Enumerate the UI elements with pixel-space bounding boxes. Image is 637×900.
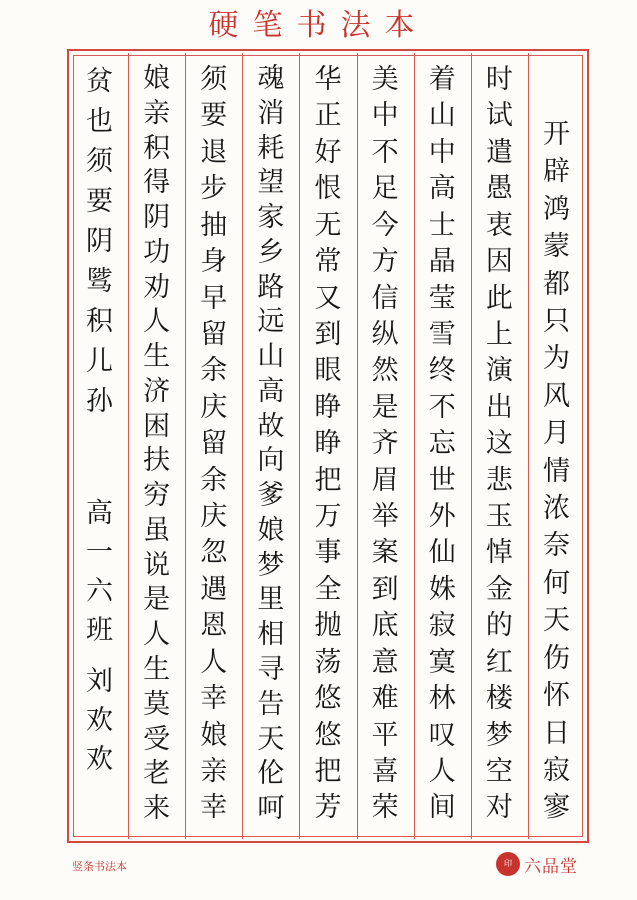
character: 人 xyxy=(143,619,171,651)
character: 都 xyxy=(542,268,570,300)
character: 纵 xyxy=(371,318,399,350)
character: 方 xyxy=(371,246,399,278)
text-column xyxy=(476,62,522,827)
character: 悼 xyxy=(485,537,513,569)
character: 上 xyxy=(485,318,513,350)
character: 楼 xyxy=(485,683,513,715)
character: 向 xyxy=(257,445,285,477)
character: 人 xyxy=(143,306,171,338)
character: 中 xyxy=(428,136,456,168)
character: 抛 xyxy=(314,610,342,642)
character: 娘 xyxy=(143,63,171,94)
character: 高 xyxy=(257,375,285,407)
signature-spacer xyxy=(77,650,123,662)
character: 莹 xyxy=(428,282,456,314)
text-column xyxy=(248,62,294,827)
character: 受 xyxy=(143,723,171,755)
signature xyxy=(77,494,123,779)
character: 风 xyxy=(542,380,570,412)
character: 足 xyxy=(371,173,399,205)
character: 试 xyxy=(485,100,513,132)
character: 美 xyxy=(371,64,399,95)
character: 好 xyxy=(314,136,342,168)
character: 不 xyxy=(428,391,456,423)
character: 恨 xyxy=(314,173,342,205)
text-column xyxy=(419,62,465,827)
character: 悠 xyxy=(314,719,342,751)
character: 留 xyxy=(200,318,228,350)
character: 山 xyxy=(428,100,456,132)
character: 月 xyxy=(542,418,570,450)
character: 功 xyxy=(143,236,171,268)
character: 魂 xyxy=(257,63,285,94)
footer-label: 竖条书法本 xyxy=(72,860,127,873)
character: 悲 xyxy=(485,464,513,496)
character: 到 xyxy=(314,318,342,350)
character: 须 xyxy=(200,64,228,95)
column-rule xyxy=(528,53,529,839)
character: 远 xyxy=(257,306,285,338)
seal-icon: 印 xyxy=(496,852,520,876)
character: 喜 xyxy=(371,756,399,788)
character: 天 xyxy=(542,605,570,637)
text-column xyxy=(134,62,180,827)
character: 故 xyxy=(257,410,285,442)
character: 愚 xyxy=(485,173,513,205)
character: 积 xyxy=(86,306,114,337)
character: 演 xyxy=(485,355,513,387)
character: 案 xyxy=(371,537,399,569)
character: 中 xyxy=(371,100,399,132)
character: 爹 xyxy=(257,480,285,512)
character: 乡 xyxy=(257,236,285,268)
character: 寻 xyxy=(257,654,285,686)
brand-logo xyxy=(496,850,578,878)
character: 蒙 xyxy=(542,231,570,263)
character: 庆 xyxy=(200,391,228,423)
text-column xyxy=(77,62,123,422)
character: 梦 xyxy=(485,719,513,751)
signature-class-char: 六 xyxy=(86,576,114,607)
character: 因 xyxy=(485,246,513,278)
character: 金 xyxy=(485,573,513,605)
character: 仙 xyxy=(428,537,456,569)
character: 终 xyxy=(428,355,456,387)
signature-author-char: 刘 xyxy=(86,666,114,697)
character: 眼 xyxy=(314,355,342,387)
character: 浓 xyxy=(542,493,570,525)
character: 士 xyxy=(428,209,456,241)
character: 底 xyxy=(371,610,399,642)
character: 荣 xyxy=(371,792,399,824)
character: 遣 xyxy=(485,136,513,168)
column-rule xyxy=(414,53,415,839)
character: 的 xyxy=(485,610,513,642)
character: 荡 xyxy=(314,646,342,678)
character: 为 xyxy=(542,343,570,375)
character: 意 xyxy=(371,646,399,678)
signature-class-char: 班 xyxy=(86,615,114,646)
character: 亲 xyxy=(200,756,228,788)
character: 芳 xyxy=(314,792,342,824)
character: 家 xyxy=(257,202,285,234)
character: 林 xyxy=(428,683,456,715)
signature-author-char: 欢 xyxy=(86,705,114,736)
character: 对 xyxy=(485,792,513,824)
character: 人 xyxy=(428,756,456,788)
character: 信 xyxy=(371,282,399,314)
character: 老 xyxy=(143,758,171,790)
brand-name: 六品堂 xyxy=(524,856,578,877)
character: 只 xyxy=(542,306,570,338)
character: 孙 xyxy=(86,386,114,417)
character: 怀 xyxy=(542,680,570,712)
character: 忘 xyxy=(428,428,456,460)
character: 也 xyxy=(86,106,114,137)
character: 悠 xyxy=(314,683,342,715)
character: 济 xyxy=(143,375,171,407)
character: 身 xyxy=(200,246,228,278)
character: 遇 xyxy=(200,573,228,605)
character: 难 xyxy=(371,683,399,715)
character: 恩 xyxy=(200,610,228,642)
signature-class-char: 一 xyxy=(86,537,114,568)
character: 全 xyxy=(314,573,342,605)
character: 伤 xyxy=(542,642,570,674)
character: 要 xyxy=(200,100,228,132)
character: 庆 xyxy=(200,501,228,533)
character: 睁 xyxy=(314,428,342,460)
character: 留 xyxy=(200,428,228,460)
character: 梦 xyxy=(257,549,285,581)
character: 华 xyxy=(314,64,342,95)
character: 何 xyxy=(542,567,570,599)
character: 玉 xyxy=(485,501,513,533)
column-rule xyxy=(299,53,300,839)
character: 望 xyxy=(257,167,285,199)
character: 时 xyxy=(485,64,513,95)
character: 雪 xyxy=(428,318,456,350)
character: 常 xyxy=(314,246,342,278)
character: 到 xyxy=(371,573,399,605)
character: 姝 xyxy=(428,573,456,605)
character: 正 xyxy=(314,100,342,132)
text-column xyxy=(533,116,579,827)
character: 无 xyxy=(314,209,342,241)
character: 幸 xyxy=(200,683,228,715)
character: 呵 xyxy=(257,793,285,825)
character: 骘 xyxy=(86,266,114,297)
character: 眉 xyxy=(371,464,399,496)
column-rule xyxy=(357,53,358,839)
character: 衷 xyxy=(485,209,513,241)
character: 平 xyxy=(371,719,399,751)
character: 叹 xyxy=(428,719,456,751)
character: 空 xyxy=(485,756,513,788)
signature-author-char: 欢 xyxy=(86,744,114,775)
character: 儿 xyxy=(86,346,114,377)
character: 来 xyxy=(143,793,171,825)
character: 余 xyxy=(200,355,228,387)
character: 寥 xyxy=(542,792,570,824)
character: 人 xyxy=(200,646,228,678)
character: 然 xyxy=(371,355,399,387)
character: 娘 xyxy=(200,719,228,751)
character: 晶 xyxy=(428,246,456,278)
character: 把 xyxy=(314,464,342,496)
character: 是 xyxy=(143,584,171,616)
character: 把 xyxy=(314,756,342,788)
text-column xyxy=(191,62,237,827)
character: 睁 xyxy=(314,391,342,423)
character: 娘 xyxy=(257,514,285,546)
character: 生 xyxy=(143,654,171,686)
character: 鸿 xyxy=(542,193,570,225)
character: 要 xyxy=(86,186,114,217)
signature-class-char: 高 xyxy=(86,498,114,529)
character: 生 xyxy=(143,341,171,373)
character: 告 xyxy=(257,688,285,720)
character: 寂 xyxy=(428,610,456,642)
character: 这 xyxy=(485,428,513,460)
character: 抽 xyxy=(200,209,228,241)
character: 早 xyxy=(200,282,228,314)
character: 须 xyxy=(86,146,114,177)
character: 万 xyxy=(314,501,342,533)
character: 天 xyxy=(257,723,285,755)
character: 是 xyxy=(371,391,399,423)
character: 阴 xyxy=(86,226,114,257)
text-column xyxy=(305,62,351,827)
character: 亲 xyxy=(143,97,171,129)
character: 不 xyxy=(371,136,399,168)
character: 阴 xyxy=(143,202,171,234)
column-rule xyxy=(471,53,472,839)
page-title: 硬笔书法本 xyxy=(208,8,429,43)
character: 出 xyxy=(485,391,513,423)
character: 伦 xyxy=(257,758,285,790)
character: 外 xyxy=(428,501,456,533)
character: 里 xyxy=(257,584,285,616)
character: 余 xyxy=(200,464,228,496)
character: 得 xyxy=(143,167,171,199)
character: 莫 xyxy=(143,688,171,720)
character: 着 xyxy=(428,64,456,95)
character: 虽 xyxy=(143,514,171,546)
character: 扶 xyxy=(143,445,171,477)
character: 耗 xyxy=(257,132,285,164)
character: 辟 xyxy=(542,156,570,188)
character: 忽 xyxy=(200,537,228,569)
character: 又 xyxy=(314,282,342,314)
text-column xyxy=(362,62,408,827)
column-rule xyxy=(242,53,243,839)
character: 积 xyxy=(143,132,171,164)
character: 高 xyxy=(428,173,456,205)
column-rule xyxy=(185,53,186,839)
character: 奈 xyxy=(542,530,570,562)
character: 退 xyxy=(200,136,228,168)
character: 情 xyxy=(542,455,570,487)
character: 此 xyxy=(485,282,513,314)
character: 间 xyxy=(428,792,456,824)
character: 穷 xyxy=(143,480,171,512)
character: 路 xyxy=(257,271,285,303)
column-rule xyxy=(128,53,129,839)
character: 幸 xyxy=(200,792,228,824)
character: 红 xyxy=(485,646,513,678)
character: 消 xyxy=(257,97,285,129)
character: 困 xyxy=(143,410,171,442)
character: 劝 xyxy=(143,271,171,303)
character: 寂 xyxy=(542,754,570,786)
character: 齐 xyxy=(371,428,399,460)
character: 事 xyxy=(314,537,342,569)
character: 相 xyxy=(257,619,285,651)
character: 开 xyxy=(542,119,570,150)
character: 步 xyxy=(200,173,228,205)
character: 举 xyxy=(371,501,399,533)
character: 贫 xyxy=(86,66,114,97)
character: 日 xyxy=(542,717,570,749)
character: 寞 xyxy=(428,646,456,678)
character: 说 xyxy=(143,549,171,581)
character: 山 xyxy=(257,341,285,373)
character: 今 xyxy=(371,209,399,241)
character: 世 xyxy=(428,464,456,496)
